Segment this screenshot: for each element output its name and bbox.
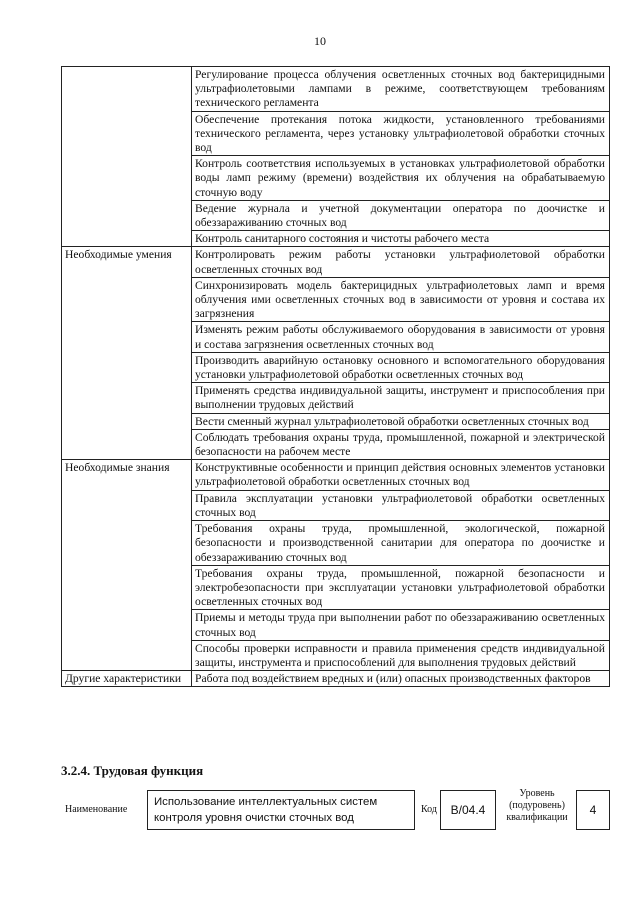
row-item-text: Контролировать режим работы установки ультрафиолетовой обработки осветленных сточных вод [192, 247, 610, 277]
table-row [62, 460, 610, 490]
labor-function-table [61, 66, 610, 687]
row-item-text: Производить аварийную остановку основного и вспомогательного оборудования установки ультрафиолетовой обработки осветленных сточных вод [192, 352, 610, 382]
row-item-text: Конструктивные особенности и принцип действия основных элементов установки ультрафиолетовой обработки осветленных сточных вод [192, 460, 610, 490]
table-row [62, 247, 610, 277]
row-item-text: Ведение журнала и учетной документации оператора по доочистке и обеззараживанию сточных вод [192, 200, 610, 230]
row-item-text: Соблюдать требования охраны труда, промышленной, пожарной и электрической безопасности на рабочем месте [192, 429, 610, 459]
row-item-text: Регулирование процесса облучения осветленных сточных вод бактерицидными ультрафиолетовыми лампами в режиме, соответствующем требованиям технического регламента [192, 67, 610, 112]
table-row [62, 671, 610, 687]
row-item-text: Применять средства индивидуальной защиты, инструмент и приспособления при выполнении трудовых действий [192, 383, 610, 413]
row-category-label: Другие характеристики [62, 671, 192, 687]
code-caption: Код [421, 804, 437, 815]
level-caption: Уровень (подуровень) квалификации [506, 788, 568, 823]
row-category-label [62, 67, 192, 247]
table-row [62, 67, 610, 112]
row-item-text: Контроль соответствия используемых в установках ультрафиолетовой обработки воды ламп режиму (времени) воздействия их облучения на обрабатываемую сточную воду [192, 156, 610, 201]
row-item-text: Правила эксплуатации установки ультрафиолетовой обработки осветленных сточных вод [192, 490, 610, 520]
row-item-text: Обеспечение протекания потока жидкости, установленного требованиями технического регламента, через установку ультрафиолетовой обработки сточных вод [192, 111, 610, 156]
table-body [62, 67, 610, 687]
function-name-field: Использование интеллектуальных систем контроля уровня очистки сточных вод [147, 790, 415, 830]
row-item-text: Синхронизировать модель бактерицидных ультрафиолетовых ламп и время облучения ими осветленных сточных вод в зависимости от уровня и состава их загрязнения [192, 277, 610, 322]
function-code-field: B/04.4 [440, 790, 496, 830]
row-item-text: Вести сменный журнал ультрафиолетовой обработки осветленных сточных вод [192, 413, 610, 429]
name-caption: Наименование [65, 804, 128, 815]
row-item-text: Приемы и методы труда при выполнении работ по обеззараживанию осветленных сточных вод [192, 610, 610, 640]
row-category-label: Необходимые знания [62, 460, 192, 671]
row-item-text: Работа под воздействием вредных и (или) опасных производственных факторов [192, 671, 610, 687]
row-item-text: Требования охраны труда, промышленной, пожарной безопасности и электробезопасности при эксплуатации установки ультрафиолетовой обработки осветленных сточных вод [192, 565, 610, 610]
row-item-text: Требования охраны труда, промышленной, экологической, пожарной безопасности и производственной санитарии для оператора по доочистке и обеззараживанию сточных вод [192, 521, 610, 566]
page-number: 10 [314, 34, 326, 48]
section-heading: 3.2.4. Трудовая функция [61, 763, 204, 778]
qualification-level-field: 4 [576, 790, 610, 830]
row-category-label: Необходимые умения [62, 247, 192, 460]
row-item-text: Способы проверки исправности и правила применения средств индивидуальной защиты, инструмента и приспособлений для выполнения трудовых действий [192, 640, 610, 670]
labor-function-header [61, 790, 610, 830]
row-item-text: Контроль санитарного состояния и чистоты рабочего места [192, 231, 610, 247]
row-item-text: Изменять режим работы обслуживаемого оборудования в зависимости от уровня и состава загрязнения осветленных сточных вод [192, 322, 610, 352]
